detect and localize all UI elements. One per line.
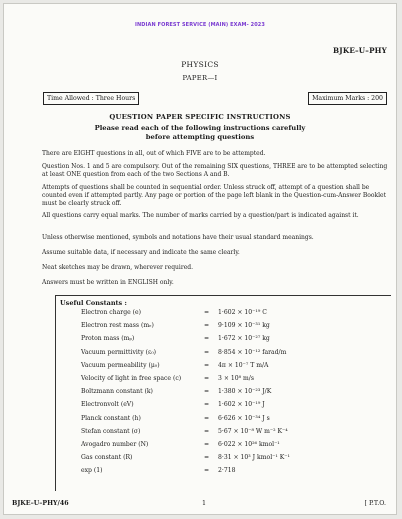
instructions-title: QUESTION PAPER SPECIFIC INSTRUCTIONS — [109, 113, 291, 121]
constant-value: 6·626 × 10⁻³⁴ J s — [218, 414, 270, 422]
constants-title: Useful Constants : — [60, 299, 127, 307]
constant-row — [56, 452, 386, 464]
question-paper-page — [3, 3, 397, 515]
instruction-paragraph: Answers must be written in ENGLISH only. — [42, 279, 174, 286]
constant-value: 1·602 × 10⁻¹⁹ C — [218, 309, 267, 316]
instructions-subtitle-line1: Please read each of the following instructions carefully — [94, 124, 306, 132]
constant-name: Boltzmann constant (k) — [81, 388, 153, 396]
constant-name: Gas constant (R) — [81, 454, 133, 462]
constant-value: 3 × 10⁸ m/s — [218, 375, 254, 382]
exam-header: INDIAN FOREST SERVICE (MAIN) EXAM- 2023 — [135, 22, 265, 28]
equals-sign: = — [204, 388, 210, 396]
equals-sign: = — [204, 335, 210, 343]
equals-sign: = — [204, 309, 210, 316]
constant-value: 1·602 × 10⁻¹⁹ J — [218, 401, 265, 409]
constant-name: Stefan constant (σ) — [81, 427, 141, 435]
constant-name: exp (1) — [81, 467, 103, 475]
constant-name: Velocity of light in free space (c) — [81, 375, 182, 382]
constant-row — [56, 307, 386, 319]
constant-row — [56, 373, 386, 385]
constant-row — [56, 426, 386, 438]
constant-value: 8·854 × 10⁻¹² farad/m — [218, 348, 287, 356]
constant-row — [56, 333, 386, 345]
constant-value: 1·380 × 10⁻²³ J/K — [218, 388, 272, 396]
constant-name: Planck constant (h) — [81, 414, 141, 422]
constant-name: Electronvolt (eV) — [81, 401, 134, 409]
constant-row — [56, 465, 386, 477]
constant-value: 8·31 × 10³ J kmol⁻¹ K⁻¹ — [218, 454, 290, 462]
equals-sign: = — [204, 454, 210, 462]
instruction-paragraph: Attempts of questions shall be counted in sequential order. Unless struck off, attempt of a question shall be counted even if attempted partly. Any page or portion of the page left blank in the Question-cum-Answer Booklet must be clearly struck off. — [42, 184, 387, 207]
constant-row — [56, 320, 386, 332]
instruction-paragraph: All questions carry equal marks. The number of marks carried by a question/part is indicated against it. — [42, 212, 359, 219]
instruction-paragraph: Unless otherwise mentioned, symbols and notations have their usual standard meanings. — [42, 234, 314, 241]
subject-title: PHYSICS — [181, 60, 219, 69]
constant-row — [56, 439, 386, 451]
instruction-paragraph: Neat sketches may be drawn, wherever required. — [42, 264, 193, 271]
equals-sign: = — [204, 401, 210, 409]
equals-sign: = — [204, 427, 210, 435]
equals-sign: = — [204, 322, 210, 330]
equals-sign: = — [204, 348, 210, 356]
instructions-subtitle-line2: before attempting questions — [145, 133, 255, 141]
constants-box — [55, 295, 391, 491]
constant-row — [56, 347, 386, 359]
constant-name: Electron rest mass (mₑ) — [81, 322, 154, 330]
constant-name: Vacuum permeability (μ₀) — [81, 361, 160, 369]
instruction-paragraph: Question Nos. 1 and 5 are compulsory. Out of the remaining SIX questions, THREE are to be attempted selecting at least ONE question from each of the two Sections A and B. — [42, 163, 388, 178]
instruction-paragraph: Assume suitable data, if necessary and indicate the same clearly. — [42, 249, 240, 256]
constant-value: 9·109 × 10⁻³¹ kg — [218, 322, 270, 330]
constant-value: 2·718 — [218, 467, 236, 475]
constant-value: 4π × 10⁻⁷ T m/A — [218, 361, 269, 369]
constant-row — [56, 386, 386, 398]
max-marks-box: Maximum Marks : 200 — [308, 92, 387, 105]
pto-label: [ P.T.O. — [364, 500, 386, 507]
constant-value: 5·67 × 10⁻⁸ W m⁻² K⁻⁴ — [218, 427, 288, 435]
paper-code: BJKE–U–PHY — [333, 46, 387, 55]
constant-name: Proton mass (mₚ) — [81, 335, 135, 343]
instruction-paragraph: There are EIGHT questions in all, out of which FIVE are to be attempted. — [42, 150, 266, 157]
footer-paper-code: BJKE–U–PHY/46 — [12, 500, 69, 507]
constant-name: Avogadro number (N) — [81, 441, 149, 448]
constant-row — [56, 413, 386, 425]
constant-name: Electron charge (e) — [81, 309, 141, 316]
constant-row — [56, 399, 386, 411]
equals-sign: = — [204, 441, 210, 448]
constant-value: 1·672 × 10⁻²⁷ kg — [218, 335, 270, 343]
time-allowed-box: Time Allowed : Three Hours — [43, 92, 139, 105]
instructions-subtitle — [4, 124, 396, 142]
paper-number: PAPER—I — [182, 74, 218, 82]
equals-sign: = — [204, 361, 210, 369]
constant-name: Vacuum permittivity (ε₀) — [81, 348, 157, 356]
constant-value: 6·022 × 10²⁶ kmol⁻¹ — [218, 441, 280, 448]
constant-row — [56, 360, 386, 372]
page-number: 1 — [202, 500, 207, 507]
equals-sign: = — [204, 467, 210, 475]
equals-sign: = — [204, 414, 210, 422]
equals-sign: = — [204, 375, 210, 382]
